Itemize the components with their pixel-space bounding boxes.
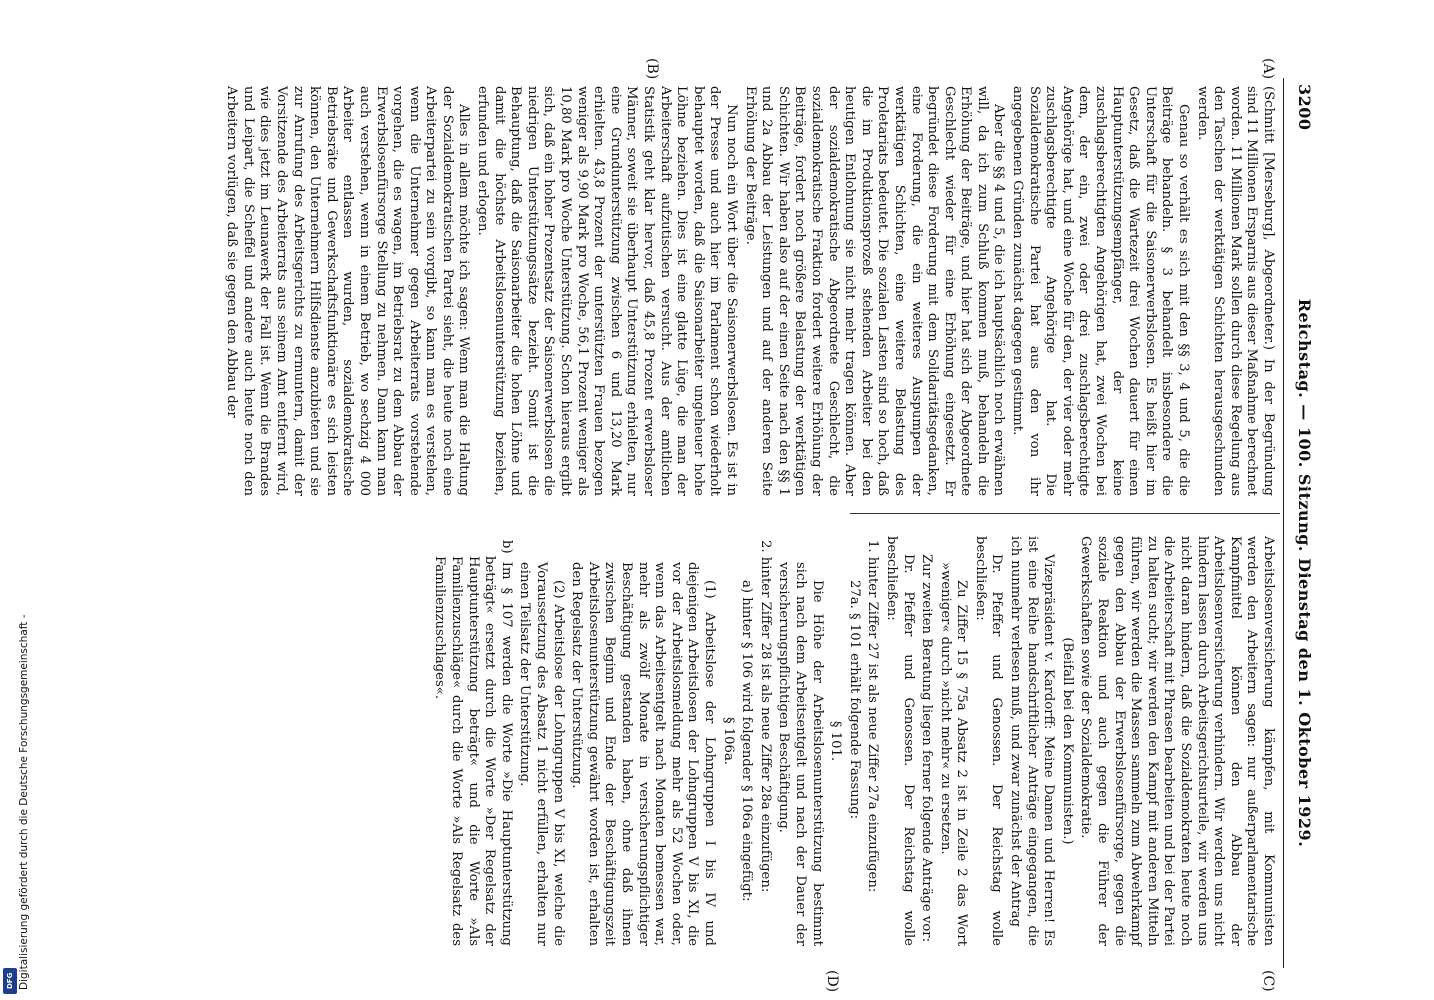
left-column (221, 86, 1276, 496)
column-divider (850, 513, 1280, 514)
margin-marker-d: (D) (824, 970, 840, 993)
paragraph: Genau so verhält es sich mit den §§ 3, 4 und 5, die die Beiträge behandeln. § 3 behandelt insbesondere die Unterschaft für die Saisonerwerbslosen. Es heißt hier im Gesetz, daß die Wartezeit drei Wochen dauert für einen Hauptunterstützungsempfänger, der keine zuschlagsberechtigten Angehörigen hat, zwei Wochen bei dem, der ein, zwei oder drei zuschlagsberechtigte Angehörige hat, und eine Woche für den, der vier oder mehr zuschlagsberechtigte Angehörige hat. Die Sozialdemokratische Partei hat aus den von ihr angegebenen Gründen zunächst dagegen gestimmt. (1010, 86, 1192, 496)
paragraph: (Schmitt [Merseburg], Abgeordneter.) In der Begründung sind 11 Millionen Ersparnis aus dieser Maßnahme berechnet worden. 11 Millionen Mark sollen durch diese Regelung aus den Taschen der werktätigen Schichten herausgeschunden werden. (1194, 86, 1276, 496)
funding-sidebar (2, 30, 30, 990)
margin-marker-b: (B) (644, 58, 660, 80)
motion-heading: Dr. Pfeffer und Genossen. Der Reichstag wolle beschließen: (972, 536, 1005, 946)
motion-text: Zu Ziffer 15 § 75a Absatz 2 ist in Zeile 2 das Wort »weniger« durch »nicht mehr« zu ersetzen. (937, 562, 970, 946)
paragraph: Aber die §§ 4 und 5, die ich hauptsächlich noch erwähnen will, da ich zum Schluß kommen muß, behandeln die Erhöhung der Beiträge, und hier hat sich der Abgeordnete Geschlecht wieder für eine Erhöhung eingesetzt. Er begründet diese Forderung mit dem Solidaritätsgedanken, eine Forderung, die ein weiteres Auspumpen der werktätigen Schichten, eine weitere Belastung des Proletariats bedeutet. Die sozialen Lasten sind so hoch, daß die im Produktionsprozeß stehenden Arbeiter bei den heutigen Entlohnung sie nicht mehr tragen können. Aber der sozialdemokratische Abgeordnete Geschlecht, die sozialdemokratische Fraktion fordert weitere Erhöhung der Beiträge, fordert noch größere Belastung der werktätigen Schichten. Wir haben also auf der einen Seite nach den §§ 1 und 2a Abbau der Leistungen und auf der anderen Seite Erhöhung der Beiträge. (742, 86, 1007, 496)
motion-heading: Dr. Pfeffer und Genossen. Der Reichstag wolle beschließen: (883, 536, 916, 946)
section-heading: § 101. (828, 720, 844, 762)
page-number: 3200 (1295, 84, 1314, 131)
motion-item: 2. hinter Ziffer 28 ist als neue Ziffer 28a einzufügen: (757, 540, 773, 893)
motion-subitem: 27a. § 101 erhält folgende Fassung: (846, 580, 862, 820)
paragraph: Alles in allem möchte ich sagen: Wenn man die Haltung der Sozialdemokratischen Partei sieht, die heute noch eine Arbeiterpartei zu sein vorgibt, so kann man es verstehen, wenn die Unternehmer gegen Arbeiterrats vorstehende vorgehen, die es wagen, im Betriebsrat zu dem Abbau der Erwerbslosenfürsorge Stellung zu nehmen. Dann kann man auch verstehen, wenn in einem Betrieb, wo sechzig 4 000 Arbeiter entlassen wurden, sozialdemokratische Betriebsräte und Gewerkschaftsfunktionäre es sich leisten können, den Unternehmern Hilfsdienste anzubieten und sie zur Anrufung des Arbeitsgerichts zu ermuntern, damit der Vorsitzende des Arbeiterrats aus seinem Amt entfernt wird, wie dies jetzt im Leunawerk der Fall ist. Wenn die Brandes und Leipart, die Scheffel und andere auch heute noch den Arbeitern vorlügen, daß sie gegen den Abbau der (224, 86, 472, 496)
right-column (429, 536, 1276, 946)
section-text: Die Höhe der Arbeitslosenunterstützung bestimmt sich nach dem Arbeitsentgelt und nach der Dauer der versicherungspflichtigen Beschäftigung. (776, 562, 825, 946)
motion-subitem: a) hinter § 106 wird folgender § 106a eingefügt: (739, 580, 755, 902)
paragraph: Arbeitslosenversicherung kämpfen, mit Kommunisten werden den Arbeitern sagen: nur außerparlamentarische Kampfmittel können den Abbau der Arbeitslosenversicherung verhindern. Wir werden uns nicht hindern lassen durch Arbeitsgerichtsurteile, wir werden uns nicht daran hindern, daß die Sozialdemokraten heute noch die Arbeiterschaft mit Phrasen bearbeiten und bei der Partei zu halten sucht; wir werden den Kampf mit anderen Mitteln führen, wir werden die Massen sammeln zum Abwehrkampf gegen den Abbau der Erwerbslosenfürsorge, gegen die soziale Reaktion und auch gegen die Führer der Gewerkschaften sowie der Sozialdemokratie. (1078, 536, 1276, 946)
motion-subitem: b) Im § 107 werden die Worte »Die Hauptunterstützung beträgt« ersetzt durch die Worte »Der Regelsatz der Hauptunterstützung beträgt« und die Worte »Als Familienzuschläge« durch die Worte »Als Regelsatz des Familienzuschlages«. (432, 540, 514, 946)
paragraph: Nun noch ein Wort über die Saisonerwerbslosen. Es ist in der Presse und auch hier im Parlament schon wiederholt behauptet worden, daß die Saisonarbeiter ungeheuer hohe Löhne beziehen. Dies ist eine glatte Lüge, die man der Arbeiterschaft aufzutischen versucht. Aus der amtlichen Statistik geht klar hervor, daß 45,8 Prozent erwerbsloser Männer, soweit sie überhaupt Unterstützung erhielten, nur eine Grundunterstützung zwischen 6 und 13,20 Mark erhielten. 43,8 Prozent der unterstützten Frauen bezogen weniger als 9,90 Mark pro Woche, 56,1 Prozent weniger als 10,80 Mark pro Woche Unterstützung. Schon hieraus ergibt sich, daß ein hoher Prozentsatz der Saisonerwerbslosen die niedrigen Unterstützungssätze bezieht. Somit ist die Behauptung, daß die Saisonarbeiter die hohen Löhne und damit die höchste Arbeitslosenunterstützung beziehen, erfunden und erlogen. (475, 86, 739, 496)
page-header (1286, 78, 1320, 968)
funding-notice: Digitalisierung gefördert durch die Deutsche Forschungsgemeinschaft - (18, 614, 30, 990)
applause-note: (Beifall bei den Kommunisten.) (1059, 637, 1075, 845)
paragraph: Vizepräsident v. Kardorff: Meine Damen und Herren! Es ist eine Reihe handschriftlicher Anträge eingegangen, die ich nunmehr verlesen muß, und zwar zunächst der Antrag (1008, 536, 1057, 946)
section-text: (2) Arbeitslose der Lohngruppen V bis XI, welche die Voraussetzung des Absatz 1 nicht erfüllen, erhalten nur einen Teilsatz der Unterstützung. (517, 562, 566, 946)
section-heading: § 106a. (720, 716, 736, 765)
motion-item: 1. hinter Ziffer 27 ist als neue Ziffer 27a einzufügen: (865, 540, 881, 893)
margin-marker-c: (C) (1260, 970, 1276, 992)
rotated-document-page (20, 58, 1320, 993)
header-rule (1283, 78, 1284, 968)
margin-marker-a: (A) (1260, 58, 1276, 80)
dfg-logo-label: DFG (6, 972, 14, 990)
section-text: (1) Arbeitslose der Lohngruppen I bis IV und diejenigen Arbeitslosen der Lohngruppen V bis XI, die vor der Arbeitslosmeldung mehr als 52 Wochen oder, wenn das Arbeitsentgelt nach Monaten bemessen war, mehr als zwölf Monate in versicherungspflichtiger Beschäftigung gestanden haben, ohne daß ihnen zwischen Beginn und Ende der Beschäftigungszeit Arbeitslosenunterstützung gewährt worden ist, erhalten den Regelsatz der Unterstützung. (569, 562, 717, 946)
dfg-logo-icon (3, 968, 17, 994)
paragraph: Zur zweiten Beratung liegen ferner folgende Anträge vor: (919, 554, 935, 943)
running-title: Reichstag. — 100. Sitzung. Dienstag den 1. Oktober 1929. (1295, 298, 1314, 848)
